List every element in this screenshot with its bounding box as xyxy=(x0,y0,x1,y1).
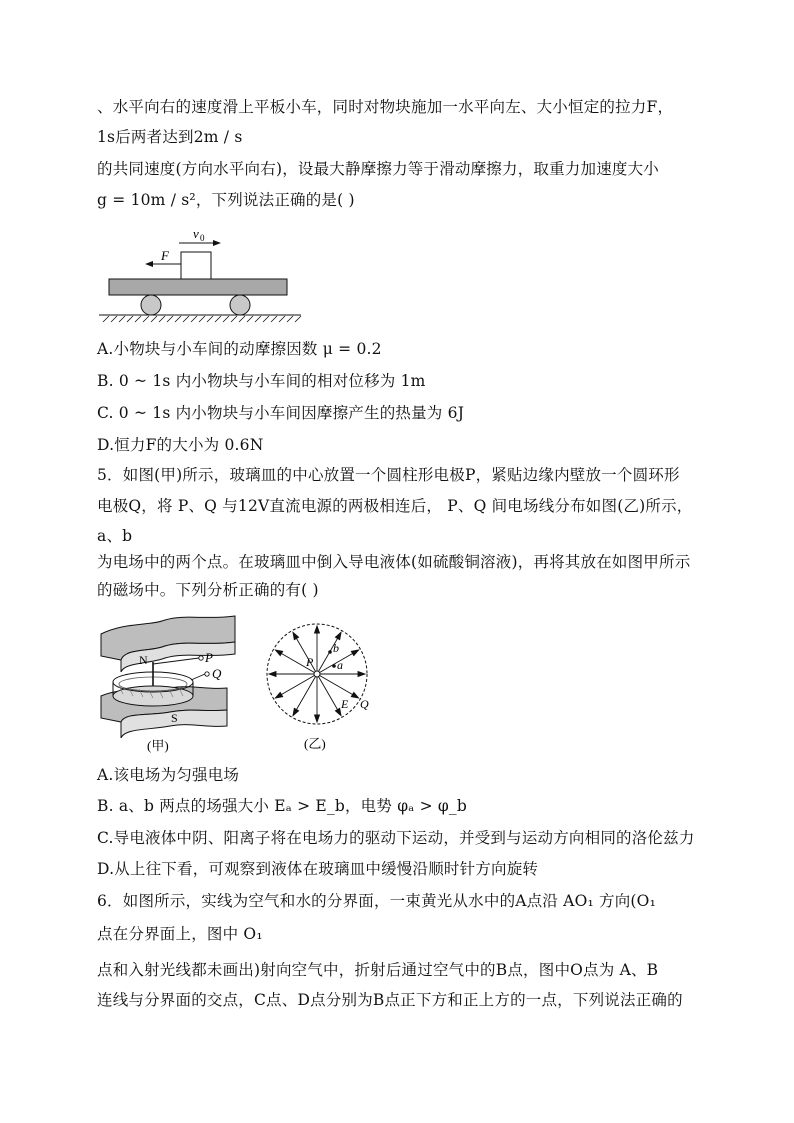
force-label: F xyxy=(161,248,169,263)
q5-stem-line-2: 电极Q，将 P、Q 与12V直流电源的两极相连后， P、Q 间电场线分布如图(乙)所示， xyxy=(97,497,693,515)
e-label: E xyxy=(341,697,349,711)
v0-subscript: 0 xyxy=(200,233,205,243)
q5-option-a: A.该电场为匀强电场 xyxy=(97,766,240,784)
q5-stem-line-5: 的磁场中。下列分析正确的有( ) xyxy=(97,581,319,599)
wire-q xyxy=(191,674,205,680)
magnet-dish-figure xyxy=(95,612,245,754)
cart-wheel-left xyxy=(141,295,161,315)
cart-wheel-right xyxy=(230,295,250,315)
s-pole-label: S xyxy=(171,711,178,725)
q6-stem-line-4: 连线与分界面的交点，C点、D点分别为B点正下方和正上方的一点，下列说法正确的 xyxy=(97,991,683,1009)
q4-option-b: B. 0 ~ 1s 内小物块与小车间的相对位移为 1m xyxy=(97,372,426,390)
q5-stem-line-1: 5．如图(甲)所示，玻璃皿的中心放置一个圆柱形电极P，紧贴边缘内壁放一个圆环形 xyxy=(97,466,680,484)
center-electrode-p xyxy=(314,671,320,677)
point-a xyxy=(332,664,336,668)
b-label: b xyxy=(333,641,339,655)
q5-stem-line-3: a、b xyxy=(97,527,133,545)
radial-field-figure xyxy=(262,618,374,752)
q5-option-c: C.导电液体中阴、阳离子将在电场力的驱动下运动，并受到与运动方向相同的洛伦兹力 xyxy=(97,829,695,847)
p-label: P xyxy=(306,655,314,669)
cart-block-figure xyxy=(95,218,310,328)
q6-stem-line-1: 6．如图所示，实线为空气和水的分界面，一束黄光从水中的A点沿 AO₁ 方向(O₁ xyxy=(97,892,656,910)
point-b xyxy=(328,650,332,654)
n-pole-label: N xyxy=(139,653,148,667)
v0-arrowhead xyxy=(213,240,221,246)
q-terminal-label: Q xyxy=(212,666,222,681)
q4-stem-line-2: 1s后两者达到2m / s xyxy=(97,128,243,146)
force-arrowhead xyxy=(145,261,153,267)
q4-stem-line-1: 、水平向右的速度滑上平板小车，同时对物块施加一水平向左、大小恒定的拉力F， xyxy=(97,98,674,116)
a-label: a xyxy=(337,658,343,672)
figure-jia-caption: (甲) xyxy=(147,738,169,753)
v0-label: v xyxy=(193,226,199,241)
figure-yi-caption: (乙) xyxy=(304,736,326,751)
q4-stem-line-4: g = 10m / s²，下列说法正确的是( ) xyxy=(97,191,355,209)
q5-option-d: D.从上往下看，可观察到液体在玻璃皿中缓慢沿顺时针方向旋转 xyxy=(97,860,539,878)
block xyxy=(181,252,211,279)
q4-option-a: A.小物块与小车间的动摩擦因数 μ = 0.2 xyxy=(97,340,382,358)
q5-option-b: B. a、b 两点的场强大小 Eₐ > E_b，电势 φₐ > φ_b xyxy=(97,797,468,815)
q4-option-d: D.恒力F的大小为 0.6N xyxy=(97,436,264,454)
q5-stem-line-4: 为电场中的两个点。在玻璃皿中倒入导电液体(如硫酸铜溶液)，再将其放在如图甲所示 xyxy=(97,553,691,571)
q6-stem-line-3: 点和入射光线都未画出)射向空气中，折射后通过空气中的B点，图中O点为 A、B xyxy=(97,961,659,979)
q-label: Q xyxy=(360,697,369,711)
cart-board xyxy=(109,279,287,295)
q6-stem-line-2: 点在分界面上，图中 O₁ xyxy=(97,925,263,943)
q4-option-c: C. 0 ~ 1s 内小物块与小车间因摩擦产生的热量为 6J xyxy=(97,404,465,422)
ground-hatching xyxy=(103,316,301,322)
q4-stem-line-3: 的共同速度(方向水平向右)，设最大静摩擦力等于滑动摩擦力，取重力加速度大小 xyxy=(97,160,659,178)
p-terminal-label: P xyxy=(205,650,213,665)
